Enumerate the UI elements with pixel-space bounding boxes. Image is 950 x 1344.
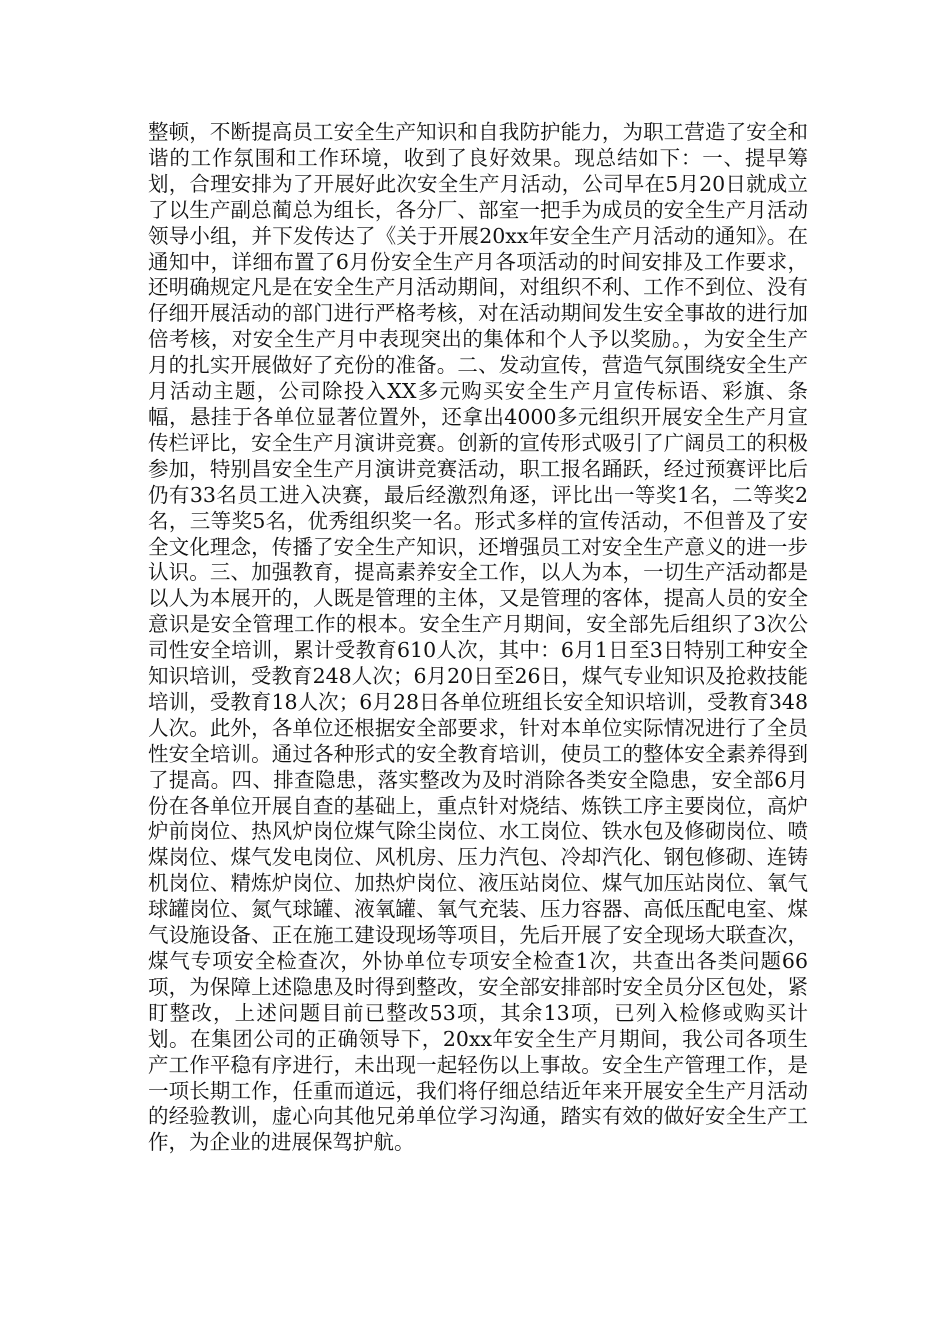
body-paragraph: 整顿，不断提高员工安全生产知识和自我防护能力，为职工营造了安全和谐的工作氛围和工作环境，收到了良好效果。现总结如下：一、提早筹划，合理安排为了开展好此次安全生产月活动，公司早在5月20日就成立了以生产副总蔺总为组长，各分厂、部室一把手为成员的安全生产月活动领导小组，并下发传达了《关于开展20xx年安全生产月活动的通知》。在通知中，详细布置了6月份安全生产月各项活动的时间安排及工作要求，还明确规定凡是在安全生产月活动期间，对组织不利、工作不到位、没有仔细开展活动的部门进行严格考核，对在活动期间发生安全事故的进行加倍考核，对安全生产月中表现突出的集体和个人予以奖励。，为安全生产月的扎实开展做好了充份的准备。二、发动宣传，营造气氛围绕安全生产月活动主题，公司除投入XX多元购买安全生产月宣传标语、彩旗、条幅，悬挂于各单位显著位置外，还拿出4000多元组织开展安全生产月宣传栏评比，安全生产月演讲竞赛。创新的宣传形式吸引了广阔员工的积极参加，特别昌安全生产月演讲竞赛活动，职工报名踊跃，经过预赛评比后仍有33名员工进入决赛，最后经激烈角逐，评比出一等奖1名，二等奖2名，三等奖5名，优秀组织奖一名。形式多样的宣传活动，不但普及了安全文化理念，传播了安全生产知识，还增强员工对安全生产意义的进一步认识。三、加强教育，提高素养安全工作，以人为本，一切生产活动都是以人为本展开的，人既是管理的主体，又是管理的客体，提高人员的安全意识是安全管理工作的根本。安全生产月期间，安全部先后组织了3次公司性安全培训，累计受教育610人次，其中：6月1日至3日特别工种安全知识培训，受教育248人次；6月20日至26日，煤气专业知识及抢救技能培训，受教育18人次；6月28日各单位班组长安全知识培训，受教育348人次。此外，各单位还根据安全部要求，针对本单位实际情况进行了全员性安全培训。通过各种形式的安全教育培训，使员工的整体安全素养得到了提高。四、排查隐患，落实整改为及时消除各类安全隐患，安全部6月份在各单位开展自查的基础上，重点针对烧结、炼铁工序主要岗位，高炉炉前岗位、热风炉岗位煤气除尘岗位、水工岗位、铁水包及修砌岗位、喷煤岗位、煤气发电岗位、风机房、压力汽包、冷却汽化、钢包修砌、连铸机岗位、精炼炉岗位、加热炉岗位、液压站岗位、煤气加压站岗位、氧气球罐岗位、氮气球罐、液氧罐、氧气充装、压力容器、高低压配电室、煤气设施设备、正在施工建设现场等项目，先后开展了安全现场大联查次，煤气专项安全检查次，外协单位专项安全检查1次，共查出各类问题66项，为保障上述隐患及时得到整改，安全部安排部时安全员分区包处，紧盯整改，上述问题目前已整改53项，其余13项，已列入检修或购买计划。在集团公司的正确领导下，20xx年安全生产月期间，我公司各项生产工作平稳有序进行，未出现一起轻伤以上事故。安全生产管理工作，是一项长期工作，任重而道远，我们将仔细总结近年来开展安全生产月活动的经验教训，虚心向其他兄弟单位学习沟通，踏实有效的做好安全生产工作，为企业的进展保驾护航。 [148, 120, 808, 1155]
